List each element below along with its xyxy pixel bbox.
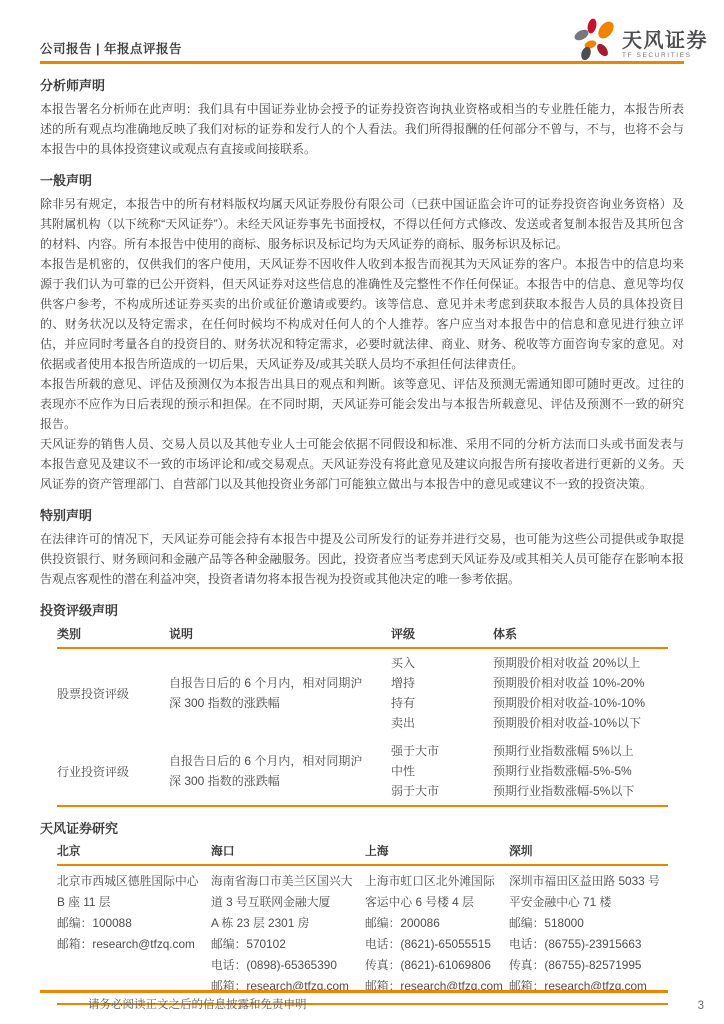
office-beijing-details [57,871,209,997]
office-line: 电话：(0898)-65365390 [211,958,337,972]
tf-securities-logo [569,18,708,60]
general-statement-paragraph: 本报告所载的意见、评估及预测仅为本报告出具日的观点和判断。该等意见、评估及预测无需通知即可随时更改。过往的表现亦不应作为日后表现的预示和担保。在不同时期，天风证券可能会发出与本报告所载意见、评估及预测不一致的研究报告。 [40,377,684,431]
office-line: 邮箱：research@tfzq.com [57,937,195,951]
special-statement-paragraph: 在法律许可的情况下，天风证券可能会持有本报告中提及公司所发行的证券并进行交易，也可能为这些公司提供或争取提供投资银行、财务顾问和金融产品等各种金融服务。因此，投资者应当考虑到天风证券及/或其相关人员可能存在影响本报告观点客观性的潜在利益冲突，投资者请勿将本报告视为投资或其他决定的唯一参考依据。 [40,532,684,586]
offices-table [57,842,668,1005]
special-statement-title: 特别声明 [40,508,93,523]
rating-label: 卖出 [391,716,416,730]
industry-rating-systems [493,741,668,801]
rating-system: 预期行业指数涨幅-5%以下 [493,784,635,798]
office-city-beijing: 北京 [57,844,81,858]
office-line: 邮箱：research@tfzq.com [211,979,349,993]
office-line: 海南省海口市美兰区国兴大 [211,874,353,888]
office-city-shenzhen: 深圳 [509,844,533,858]
general-statement-paragraph: 除非另有规定，本报告中的所有材料版权均属天风证券股份有限公司（已获中国证监会许可的证券投资咨询业务资格）及其附属机构（以下统称“天风证券”）。未经天风证券事先书面授权，不得以任何方式修改、发送或者复制本报告及其所包含的材料、内容。所有本报告中使用的商标、服务标识及标记均为天风证券的商标、服务标识及标记。 [40,197,684,251]
stock-rating-category: 股票投资评级 [57,686,130,701]
office-line: 邮箱：research@tfzq.com [365,979,503,993]
analyst-statement-title: 分析师声明 [40,78,106,93]
office-line: 平安金融中心 71 楼 [509,895,612,909]
rating-statement-title: 投资评级声明 [40,603,119,618]
office-line: 邮编：100088 [57,916,132,930]
general-statement-title: 一般声明 [40,173,93,188]
rating-label: 强于大市 [391,744,440,758]
page-number: 3 [697,1000,704,1012]
stock-rating-description: 自报告日后的 6 个月内，相对同期沪深 300 指数的涨跌幅 [169,676,363,710]
rating-system: 预期股价相对收益-10%以下 [493,716,642,730]
logo-en-text: TF SECURITIES [622,51,692,59]
offices-header-row [57,842,668,866]
office-line: 客运中心 6 号楼 4 层 [365,895,474,909]
rating-label: 中性 [391,764,416,778]
rating-label: 弱于大市 [391,784,440,798]
rating-table [57,625,668,807]
office-haikou-details [211,871,363,997]
general-statement-paragraph: 天风证券的销售人员、交易人员以及其他专业人士可能会依据不同假设和标准、采用不同的分析方法而口头或书面发表与本报告意见及建议不一致的市场评论和/或交易观点。天风证券没有将此意见及建议向报告所有接收者进行更新的义务。天风证券的资产管理部门、自营部门以及其他投资业务部门可能独立做出与本报告中的意见或建议不一致的投资决策。 [40,437,684,491]
rating-label: 买入 [391,656,416,670]
logo-cn-text: 天风证券 [622,29,708,52]
office-line: 深圳市福田区益田路 5033 号 [509,874,660,888]
rating-table-header-category: 类别 [57,627,82,641]
table-row [57,649,668,737]
offices-body-row [57,866,668,1005]
industry-rating-labels [391,741,493,801]
office-line: 道 3 号互联网金融大厦 [211,895,331,909]
office-line: 邮编：570102 [211,937,286,951]
office-line: 传真：(86755)-82571995 [509,958,642,972]
office-city-shanghai: 上海 [365,844,389,858]
rating-system: 预期股价相对收益 20%以上 [493,656,641,670]
table-row [57,737,668,807]
office-shanghai-details [365,871,507,997]
office-city-haikou: 海口 [211,844,235,858]
report-type-label: 公司报告 | 年报点评报告 [40,42,182,56]
office-line: 上海市虹口区北外滩国际 [365,874,495,888]
research-section-title: 天风证券研究 [40,821,119,836]
industry-rating-description: 自报告日后的 6 个月内，相对同期沪深 300 指数的涨跌幅 [169,754,363,788]
rating-system: 预期行业指数涨幅 5%以上 [493,744,634,758]
analyst-statement-paragraph: 本报告署名分析师在此声明：我们具有中国证券业协会授予的证券投资咨询执业资格或相当的专业胜任能力，本报告所表述的所有观点均准确地反映了我们对标的证券和发行人的个人看法。我们所得报酬的任何部分不曾与，不与，也将不会与本报告中的具体投资建议或观点有直接或间接联系。 [40,102,684,156]
office-line: 电话：(86755)-23915663 [509,937,642,951]
footer-divider [40,990,668,993]
industry-rating-category: 行业投资评级 [57,764,130,779]
rating-system: 预期股价相对收益 10%-20% [493,676,645,690]
office-line: 传真：(8621)-61069806 [365,958,491,972]
office-line: 邮箱：research@tfzq.com [509,979,647,993]
office-line: 电话：(8621)-65055515 [365,937,491,951]
office-shenzhen-details [509,871,668,997]
general-statement-paragraph: 本报告是机密的，仅供我们的客户使用，天风证券不因收件人收到本报告而视其为天风证券的客户。本报告中的信息均来源于我们认为可靠的已公开资料，但天风证券对这些信息的准确性及完整性不作任何保证。本报告中的信息、意见等均仅供客户参考，不构成所述证券买卖的出价或征价邀请或要约。该等信息、意见并未考虑到获取本报告人员的具体投资目的、财务状况以及特定需求，在任何时候均不构成对任何人的个人推荐。客户应当对本报告中的信息和意见进行独立评估，并应同时考量各自的投资目的、财务状况和特定需求，必要时就法律、商业、财务、税收等方面咨询专家的意见。对依据或者使用本报告所造成的一切后果，天风证券及/或其关联人员均不承担任何法律责任。 [40,257,684,371]
rating-table-header-system: 体系 [493,627,518,641]
office-line: 邮编：518000 [509,916,584,930]
rating-table-header-rating: 评级 [391,627,416,641]
rating-table-header-description: 说明 [169,627,194,641]
rating-system: 预期股价相对收益-10%-10% [493,696,646,710]
office-line: 北京市西城区德胜国际中心 [57,874,199,888]
office-line: 邮编：200086 [365,916,440,930]
office-line: A 栋 23 层 2301 房 [211,916,310,930]
stock-rating-labels [391,653,493,733]
rating-label: 持有 [391,696,416,710]
rating-table-header-row [57,625,668,649]
office-line: B 座 11 层 [57,895,111,909]
logo-wordmark [622,31,708,61]
page-header [40,29,708,64]
stock-rating-systems [493,653,668,733]
footer-disclaimer: 请务必阅读正文之后的信息披露和免责申明 [88,999,307,1011]
pinwheel-logo-icon [573,18,617,60]
rating-label: 增持 [391,676,416,690]
rating-system: 预期行业指数涨幅-5%-5% [493,764,632,778]
